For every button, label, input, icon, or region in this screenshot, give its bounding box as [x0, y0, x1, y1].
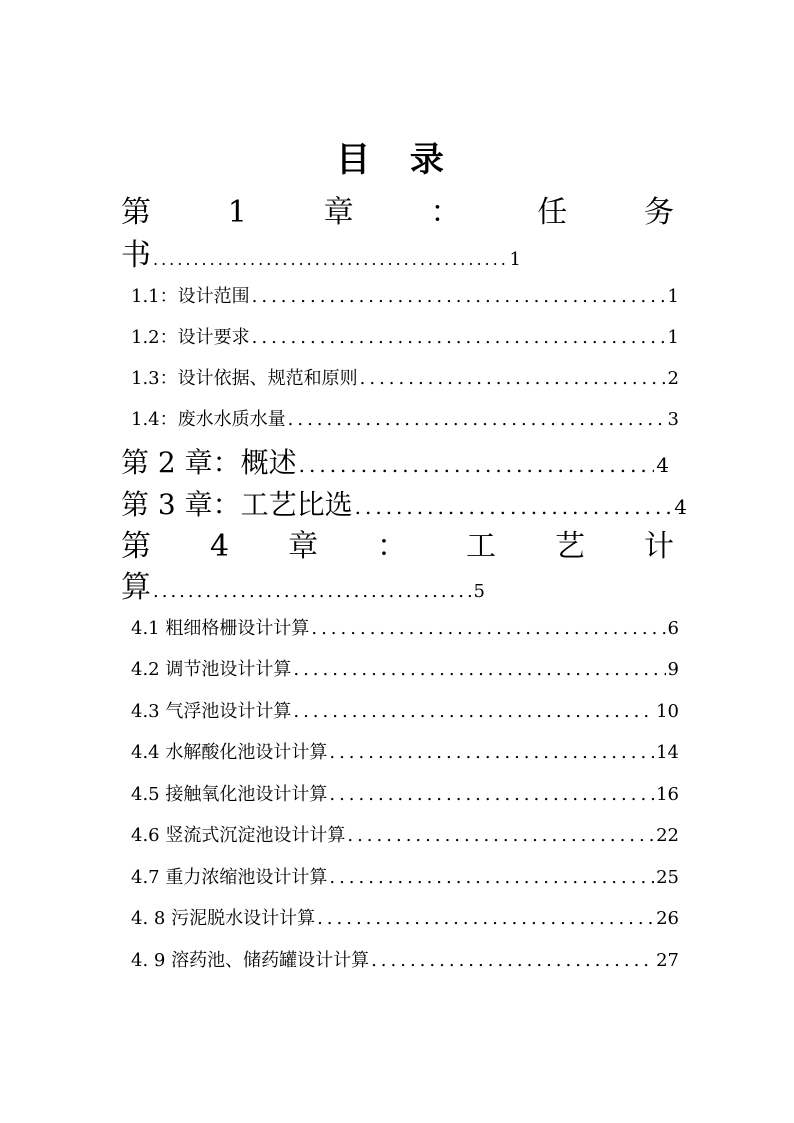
toc-chapter-1-tail[interactable] [121, 236, 521, 276]
toc-chapter-1-char: ： [430, 195, 461, 230]
toc-chapter-1-char: 任 [537, 195, 568, 230]
toc-entry-4-7[interactable] [131, 865, 679, 891]
toc-entry-4-4[interactable] [131, 740, 679, 766]
toc-chapter-2-page: 4 [656, 453, 669, 477]
toc-entry-label: 1.4：废水水质水量 [131, 409, 286, 430]
toc-chapter-4-char: 章 [288, 529, 319, 564]
toc-chapter-1-tail-label: 书 [121, 238, 151, 273]
toc-chapter-2[interactable] [121, 443, 669, 483]
toc-entry-label: 4.3 气浮池设计计算 [131, 701, 292, 722]
toc-entry-page: 10 [656, 701, 679, 722]
dot-leader [371, 948, 654, 974]
toc-entry-4-3[interactable] [131, 699, 679, 725]
toc-entry-1-1[interactable] [131, 284, 679, 310]
dot-leader [153, 572, 472, 608]
toc-chapter-4-tail-label: 算 [121, 570, 151, 605]
toc-chapter-4-page: 5 [473, 581, 485, 602]
toc-entry-4-1[interactable] [131, 616, 679, 642]
dot-leader [360, 366, 666, 392]
toc-chapter-3-page: 4 [674, 495, 687, 519]
toc-chapter-3-label: 第 3 章：工艺比选 [121, 488, 353, 521]
dot-leader [252, 284, 666, 310]
toc-entry-1-2[interactable] [131, 325, 679, 351]
toc-entry-page: 9 [667, 659, 679, 680]
toc-chapter-4-char: 计 [644, 529, 674, 564]
toc-chapter-4-char: ： [377, 529, 408, 564]
toc-chapter-1-char: 第 [121, 195, 151, 230]
toc-chapter-4-char: 艺 [555, 529, 586, 564]
toc-entry-label: 1.1：设计范围 [131, 286, 250, 307]
toc-chapter-4-tail[interactable] [121, 568, 485, 608]
toc-entry-4-2[interactable] [131, 657, 679, 683]
toc-entry-label: 4.4 水解酸化池设计计算 [131, 742, 328, 763]
toc-entry-label: 4.2 调节池设计计算 [131, 659, 292, 680]
toc-entry-page: 25 [656, 867, 679, 888]
toc-chapter-1-page: 1 [509, 249, 521, 270]
toc-entry-label: 4.1 粗细格栅设计计算 [131, 618, 310, 639]
toc-entry-label: 4.6 竖流式沉淀池设计计算 [131, 825, 346, 846]
toc-entry-4-8[interactable] [131, 906, 679, 932]
toc-entry-page: 14 [656, 742, 679, 763]
toc-entry-page: 27 [656, 950, 679, 971]
dot-leader [252, 325, 666, 351]
dot-leader [288, 407, 666, 433]
dot-leader [311, 616, 665, 642]
toc-entry-1-4[interactable] [131, 407, 679, 433]
toc-chapter-1-heading[interactable] [121, 193, 674, 233]
dot-leader [355, 487, 673, 525]
dot-leader [329, 740, 654, 766]
toc-entry-label: 4. 8 污泥脱水设计计算 [131, 908, 316, 929]
toc-entry-4-6[interactable] [131, 823, 679, 849]
dot-leader [317, 906, 654, 932]
toc-chapter-2-label: 第 2 章：概述 [121, 446, 297, 479]
toc-entry-1-3[interactable] [131, 366, 679, 392]
toc-entry-page: 1 [667, 286, 679, 307]
toc-entry-page: 2 [667, 368, 679, 389]
toc-entry-label: 1.3：设计依据、规范和原则 [131, 368, 358, 389]
toc-chapter-4-char: 4 [209, 529, 230, 564]
toc-entry-4-9[interactable] [131, 948, 679, 974]
toc-entry-page: 6 [667, 618, 679, 639]
toc-entry-page: 16 [656, 784, 679, 805]
dot-leader [329, 782, 654, 808]
toc-chapter-1-char: 1 [227, 195, 247, 230]
dot-leader [299, 445, 655, 483]
toc-chapter-1-char: 章 [323, 195, 354, 230]
toc-entry-label: 4.7 重力浓缩池设计计算 [131, 867, 328, 888]
toc-entry-page: 26 [656, 908, 679, 929]
dot-leader [347, 823, 654, 849]
toc-entry-page: 1 [667, 327, 679, 348]
toc-entry-label: 4. 9 溶药池、储药罐设计计算 [131, 950, 370, 971]
toc-entry-4-5[interactable] [131, 782, 679, 808]
dot-leader [329, 865, 654, 891]
page-title: 目 录 [336, 140, 458, 180]
toc-entry-page: 22 [656, 825, 679, 846]
toc-chapter-3[interactable] [121, 485, 687, 525]
toc-entry-label: 1.2：设计要求 [131, 327, 250, 348]
dot-leader [153, 240, 508, 276]
dot-leader [293, 657, 665, 683]
toc-chapter-4-char: 工 [466, 529, 497, 564]
dot-leader [293, 699, 654, 725]
toc-chapter-4-char: 第 [121, 529, 151, 564]
toc-chapter-4-heading[interactable] [121, 527, 674, 567]
toc-entry-label: 4.5 接触氧化池设计计算 [131, 784, 328, 805]
toc-entry-page: 3 [667, 409, 679, 430]
toc-chapter-1-char: 务 [644, 195, 674, 230]
